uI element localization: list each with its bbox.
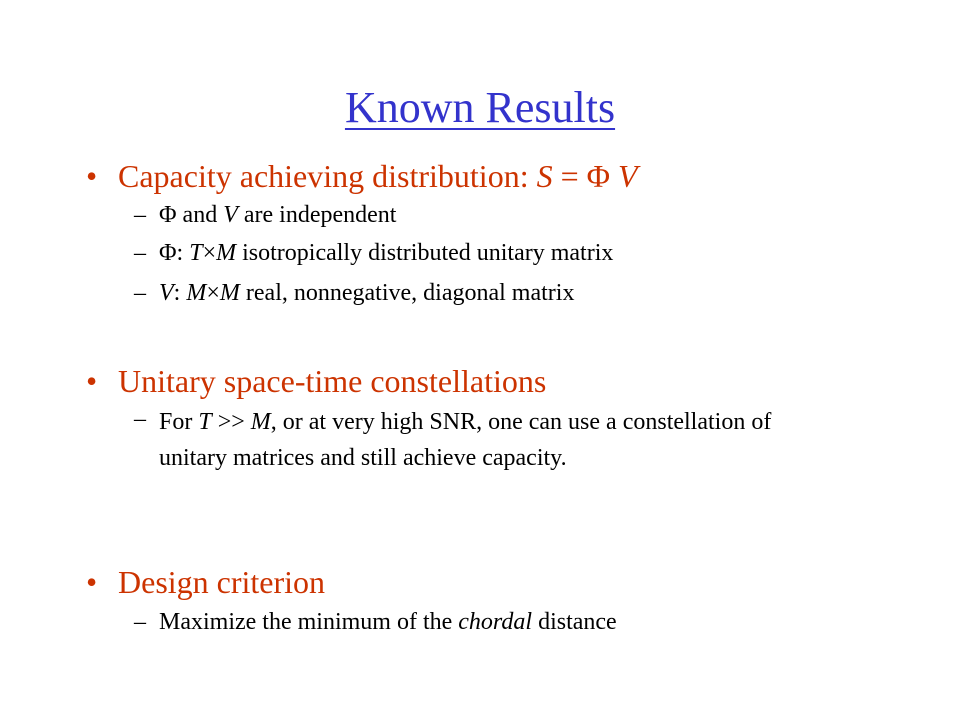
sub-dash: –: [134, 406, 146, 432]
sub-dash: –: [134, 240, 146, 266]
sub-dash: –: [134, 202, 146, 228]
sub-text: Φ and V are independent: [159, 202, 397, 228]
bullet-dot: •: [86, 158, 98, 194]
bullet-dot: •: [86, 363, 98, 399]
sub-text: Φ: T×M isotropically distributed unitary matrix: [159, 240, 614, 266]
sub-dash: –: [134, 609, 146, 635]
slide-title: Known Results: [344, 83, 616, 132]
sub-text: V: M×M real, nonnegative, diagonal matrix: [159, 280, 575, 306]
bullet-text: Unitary space-time constellations: [118, 363, 547, 399]
bullet-text: Capacity achieving distribution: S = Φ V: [118, 158, 638, 194]
bullet-text: Design criterion: [118, 564, 326, 600]
sub-text: For T >> M, or at very high SNR, one can use a constellation of unitary matrices and still achieve capacity.: [159, 409, 772, 471]
bullet-dot: •: [86, 564, 98, 600]
sub-text: Maximize the minimum of the chordal distance: [159, 609, 617, 635]
sub-dash: –: [134, 280, 146, 306]
